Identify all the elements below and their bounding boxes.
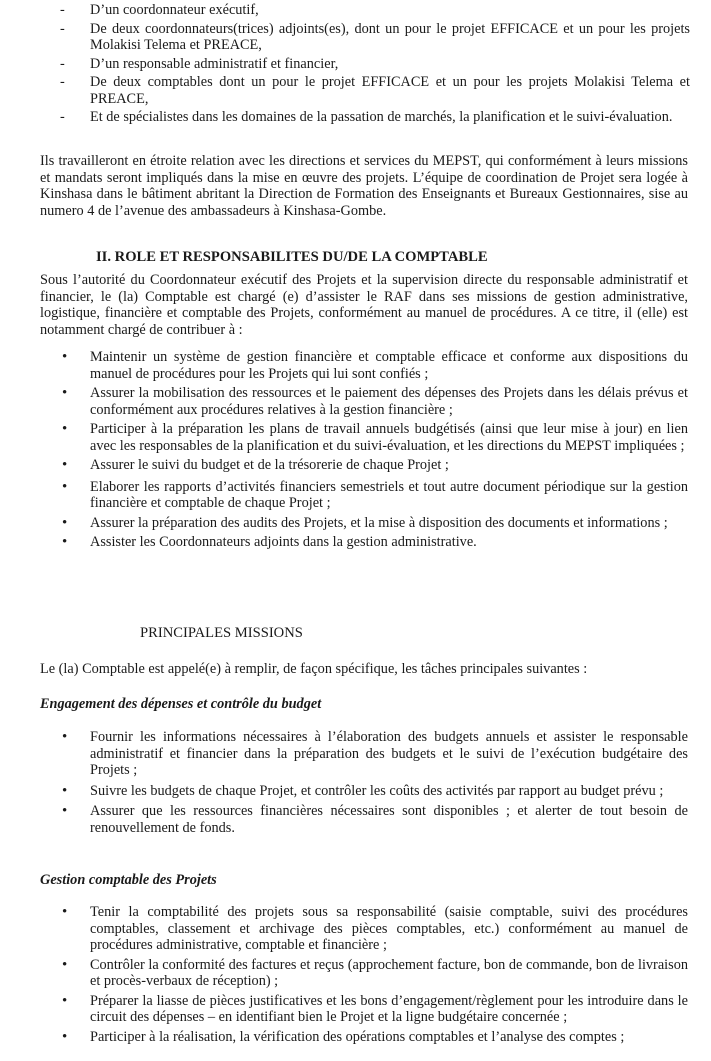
dash-marker: - — [60, 109, 65, 125]
list-item: • Assurer le suivi du budget et de la trésorerie de chaque Projet ; — [62, 457, 449, 473]
bullet-marker: • — [62, 385, 68, 401]
list-item: • Participer à la réalisation, la vérification des opérations comptables et l’analyse des comptes ; — [62, 1028, 625, 1045]
bullet-marker: • — [62, 1028, 68, 1045]
bullet-marker: • — [62, 514, 68, 531]
gestion-subheading: Gestion comptable des Projets — [40, 872, 217, 888]
list-item: • Fournir les informations nécessaires à l’élaboration des budgets annuels et assister le responsable administratif et financier dans la préparation des budgets et le suivi de l’exécution budgétaire des Projets ; — [62, 729, 688, 778]
collaboration-paragraph: Ils travailleront en étroite relation avec les directions et services du MEPST, qui conformément à leurs missions et mandats seront impliqués dans la mise en œuvre des projets. L’équipe de coordination de Projet sera logée à Kinshasa dans le bâtiment abritant la Direction de Formation des Enseignants et Bureaux Gestionnaires, sise au numero 4 de l’avenue des ambassadeurs à Kinshasa-Gombe. — [40, 153, 688, 219]
list-item: • Préparer la liasse de pièces justificatives et les bons d’engagement/règlement pour les introduire dans le circuit des dépenses – en identifiant bien le Projet et la ligne budgétaire concernée ; — [62, 992, 688, 1025]
missions-title: PRINCIPALES MISSIONS — [140, 625, 303, 641]
list-item: - De deux comptables dont un pour le projet EFFICACE et un pour les projets Molakisi Telema et PREACE, — [60, 74, 690, 107]
gestion-list — [62, 904, 688, 1045]
list-item: • Suivre les budgets de chaque Projet, et contrôler les coûts des activités par rapport au budget prévu ; — [62, 782, 664, 799]
list-item: • Tenir la comptabilité des projets sous sa responsabilité (saisie comptable, suivi des procédures comptables, classement et archivage des pièces comptables, etc.) conformément au manuel de procédures administrative, comptable et financière ; — [62, 904, 688, 953]
bullet-marker: • — [62, 956, 68, 973]
bullet-marker: • — [62, 478, 68, 495]
list-item: • Contrôler la conformité des factures et reçus (approchement facture, bon de commande, bon de livraison et procès-verbaux de réception) ; — [62, 956, 688, 989]
list-item: - D’un responsable administratif et financier, — [60, 55, 339, 72]
role-list — [62, 349, 688, 551]
list-item: • Elaborer les rapports d’activités financiers semestriels et tout autre document périodique sur la gestion financière et comptable de chaque Projet ; — [62, 478, 688, 511]
dash-marker: - — [60, 55, 65, 72]
list-item: • Maintenir un système de gestion financière et comptable efficace et conforme aux dispositions du manuel de procédures pour les Projets qui lui sont confiés ; — [62, 349, 688, 382]
list-item: • Assister les Coordonnateurs adjoints dans la gestion administrative. — [62, 534, 477, 550]
section-title: II. ROLE ET RESPONSABILITES DU/DE LA COMPTABLE — [96, 249, 488, 265]
dash-marker: - — [60, 20, 65, 37]
authority-paragraph: Sous l’autorité du Coordonnateur exécutif des Projets et la supervision directe du responsable administratif et financier, le (la) Comptable est chargé (e) d’assister le RAF dans ses missions de gestion administrative, logistique, financière et comptable des Projets, conformément au manuel de procédures. A ce titre, il (elle) est notamment chargé de contribuer à : — [40, 272, 688, 338]
bullet-marker: • — [62, 782, 68, 799]
bullet-marker: • — [62, 349, 68, 365]
list-item: • Assurer la préparation des audits des Projets, et la mise à disposition des documents et informations ; — [62, 514, 668, 531]
list-item: - Et de spécialistes dans les domaines de la passation de marchés, la planification et le suivi-évaluation. — [60, 109, 673, 125]
bullet-marker: • — [62, 729, 68, 745]
bullet-marker: • — [62, 992, 68, 1009]
bullet-marker: • — [62, 904, 68, 920]
bullet-marker: • — [62, 457, 68, 473]
list-item: • Assurer que les ressources financières nécessaires sont disponibles ; et alerter de tout besoin de renouvellement de fonds. — [62, 803, 688, 836]
list-item: - D’un coordonnateur exécutif, — [60, 2, 259, 18]
bullet-marker: • — [62, 534, 68, 550]
staff-composition-list — [60, 2, 690, 128]
dash-marker: - — [60, 2, 65, 18]
missions-intro: Le (la) Comptable est appelé(e) à remplir, de façon spécifique, les tâches principales suivantes : — [40, 661, 588, 677]
list-item: - De deux coordonnateurs(trices) adjoints(es), dont un pour le projet EFFICACE et un pour les projets Molakisi Telema et PREACE, — [60, 20, 690, 53]
budget-subheading: Engagement des dépenses et contrôle du budget — [40, 696, 322, 712]
bullet-marker: • — [62, 421, 68, 437]
bullet-marker: • — [62, 803, 68, 819]
list-item: • Assurer la mobilisation des ressources et le paiement des dépenses des Projets dans les délais prévus et conformément aux procédures relatives à la gestion financière ; — [62, 385, 688, 418]
budget-list — [62, 729, 688, 836]
dash-marker: - — [60, 74, 65, 90]
list-item: • Participer à la préparation les plans de travail annuels budgétisés (ainsi que leur mise à jour) en lien avec les responsables de la planification et du suivi-évaluation, et les directions du MEPST impliquées ; — [62, 421, 688, 454]
